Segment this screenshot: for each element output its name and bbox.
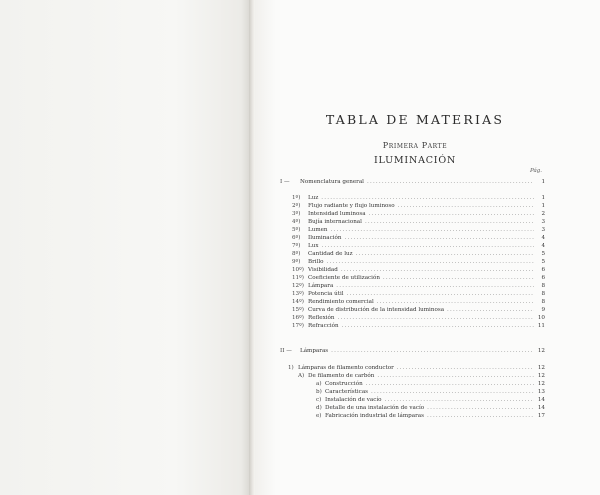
entry-number: 5º)	[292, 227, 301, 233]
entry-label: Luz	[308, 195, 319, 201]
leader-dots	[398, 202, 534, 210]
entry-page: 6	[541, 275, 545, 281]
leader-dots	[427, 412, 534, 420]
entry-label: Lámparas	[300, 348, 329, 354]
toc-entry	[280, 322, 545, 330]
toc-entry	[280, 298, 545, 306]
toc-entry	[280, 364, 545, 372]
entry-page: 14	[537, 405, 545, 411]
leader-dots	[345, 234, 534, 242]
toc-entry	[280, 306, 545, 314]
leader-dots	[427, 404, 534, 412]
toc-entry	[280, 242, 545, 250]
entry-label: Construcción	[325, 381, 363, 387]
leader-dots	[447, 306, 534, 314]
toc-entry	[280, 282, 545, 290]
entry-page: 3	[541, 227, 545, 233]
entry-page: 17	[537, 413, 545, 419]
entry-number: 14º)	[292, 299, 304, 305]
entry-page: 1	[541, 179, 545, 185]
entry-label: Bujía internacional	[308, 219, 362, 225]
toc-entry	[280, 404, 545, 412]
entry-label: Curva de distribución de la intensidad luminosa	[308, 307, 445, 313]
leader-dots	[347, 290, 534, 298]
entry-number: 10º)	[292, 267, 304, 273]
entry-label: Reflexión	[308, 315, 335, 321]
entry-label: Instalación de vacío	[325, 397, 382, 403]
entry-page: 4	[541, 235, 545, 241]
entry-page: 6	[541, 267, 545, 273]
entry-label: Lámpara	[308, 283, 334, 289]
toc-entry	[280, 234, 545, 242]
section-heading: ILUMINACIÓN	[373, 155, 457, 166]
entry-number: 2º)	[292, 203, 301, 209]
entry-number: 9º)	[292, 259, 301, 265]
entry-page: 11	[537, 323, 545, 329]
entry-number: 6º)	[292, 235, 301, 241]
page-column-header: Pág.	[530, 168, 543, 174]
leader-dots	[331, 226, 534, 234]
entry-number: II —	[280, 348, 292, 354]
toc-entry	[280, 380, 545, 388]
entry-number: 12º)	[292, 283, 304, 289]
entry-number: d)	[316, 405, 322, 411]
entry-label: Coeficiente de utilización	[308, 275, 380, 281]
right-page	[255, 0, 600, 495]
entry-number: c)	[316, 397, 322, 403]
entry-label: Rendimiento comercial	[308, 299, 374, 305]
leader-dots	[321, 194, 534, 202]
leader-dots	[331, 347, 534, 355]
toc-entry	[280, 396, 545, 404]
entry-label: Fabricación industrial de lámparas	[325, 413, 424, 419]
entry-number: 1º)	[292, 195, 301, 201]
toc-entry	[280, 412, 545, 420]
leader-dots	[367, 178, 534, 186]
entry-number: 7º)	[292, 243, 301, 249]
toc-entry	[280, 210, 545, 218]
leader-dots	[366, 380, 534, 388]
leader-dots	[397, 364, 534, 372]
entry-page: 2	[541, 211, 545, 217]
entry-page: 5	[541, 259, 545, 265]
entry-label: Características	[325, 389, 369, 395]
entry-label: Cantidad de luz	[308, 251, 353, 257]
entry-label: Intensidad luminosa	[308, 211, 366, 217]
entry-page: 12	[537, 365, 545, 371]
entry-number: 15º)	[292, 307, 304, 313]
entry-number: e)	[316, 413, 322, 419]
toc-entry	[280, 226, 545, 234]
toc-entry-chapter	[280, 347, 545, 355]
entry-page: 3	[541, 219, 545, 225]
entry-number: I —	[280, 179, 290, 185]
entry-number: 16º)	[292, 315, 304, 321]
entry-number: 13º)	[292, 291, 304, 297]
leader-dots	[365, 218, 534, 226]
entry-label: Visibilidad	[308, 267, 338, 273]
entry-number: A)	[298, 373, 305, 379]
entry-label: Brillo	[308, 259, 324, 265]
leader-dots	[377, 372, 534, 380]
toc-entry	[280, 258, 545, 266]
entry-label: De filamento de carbón	[308, 373, 375, 379]
entry-page: 14	[537, 397, 545, 403]
entry-page: 12	[537, 348, 545, 354]
entry-number: 1)	[288, 365, 294, 371]
leader-dots	[385, 396, 534, 404]
entry-label: Lux	[308, 243, 319, 249]
entry-page: 12	[537, 373, 545, 379]
toc-entry	[280, 202, 545, 210]
entry-label: Potencia útil	[308, 291, 344, 297]
entry-page: 8	[541, 283, 545, 289]
entry-page: 4	[541, 243, 545, 249]
entry-label: Iluminación	[308, 235, 342, 241]
entry-label: Lámparas de filamento conductor	[298, 365, 394, 371]
entry-page: 5	[541, 251, 545, 257]
entry-page: 1	[541, 195, 545, 201]
entry-number: 3º)	[292, 211, 301, 217]
entry-page: 12	[537, 381, 545, 387]
entry-label: Detalle de una instalación de vacío	[325, 405, 425, 411]
toc-entry	[280, 314, 545, 322]
leader-dots	[377, 298, 534, 306]
leader-dots	[341, 266, 534, 274]
toc-entry	[280, 274, 545, 282]
page-title: TABLA DE MATERIAS	[325, 112, 505, 127]
toc-entry-chapter	[280, 178, 545, 186]
part-heading: Primera Parte	[382, 141, 448, 150]
entry-number: 4º)	[292, 219, 301, 225]
entry-page: 1	[541, 203, 545, 209]
toc-entry	[280, 194, 545, 202]
entry-page: 8	[541, 299, 545, 305]
toc-entry	[280, 266, 545, 274]
leader-dots	[337, 314, 534, 322]
toc-entry	[280, 372, 545, 380]
leader-dots	[342, 322, 534, 330]
entry-number: a)	[316, 381, 322, 387]
entry-label: Lumen	[308, 227, 328, 233]
leader-dots	[336, 282, 534, 290]
toc-entry	[280, 388, 545, 396]
leader-dots	[356, 250, 534, 258]
entry-page: 8	[541, 291, 545, 297]
toc-entry	[280, 218, 545, 226]
leader-dots	[371, 388, 534, 396]
leader-dots	[327, 258, 534, 266]
entry-label: Nomenclatura general	[300, 179, 364, 185]
leader-dots	[321, 242, 534, 250]
entry-page: 9	[541, 307, 545, 313]
entry-number: 11º)	[292, 275, 304, 281]
leader-dots	[369, 210, 534, 218]
entry-page: 13	[537, 389, 545, 395]
leader-dots	[383, 274, 534, 282]
toc-entry	[280, 290, 545, 298]
entry-page: 10	[537, 315, 545, 321]
left-page-blank	[0, 0, 251, 495]
entry-label: Refracción	[308, 323, 339, 329]
entry-number: 17º)	[292, 323, 304, 329]
entry-label: Flujo radiante y flujo luminoso	[308, 203, 395, 209]
toc-entry	[280, 250, 545, 258]
entry-number: 8º)	[292, 251, 301, 257]
entry-number: b)	[316, 389, 322, 395]
